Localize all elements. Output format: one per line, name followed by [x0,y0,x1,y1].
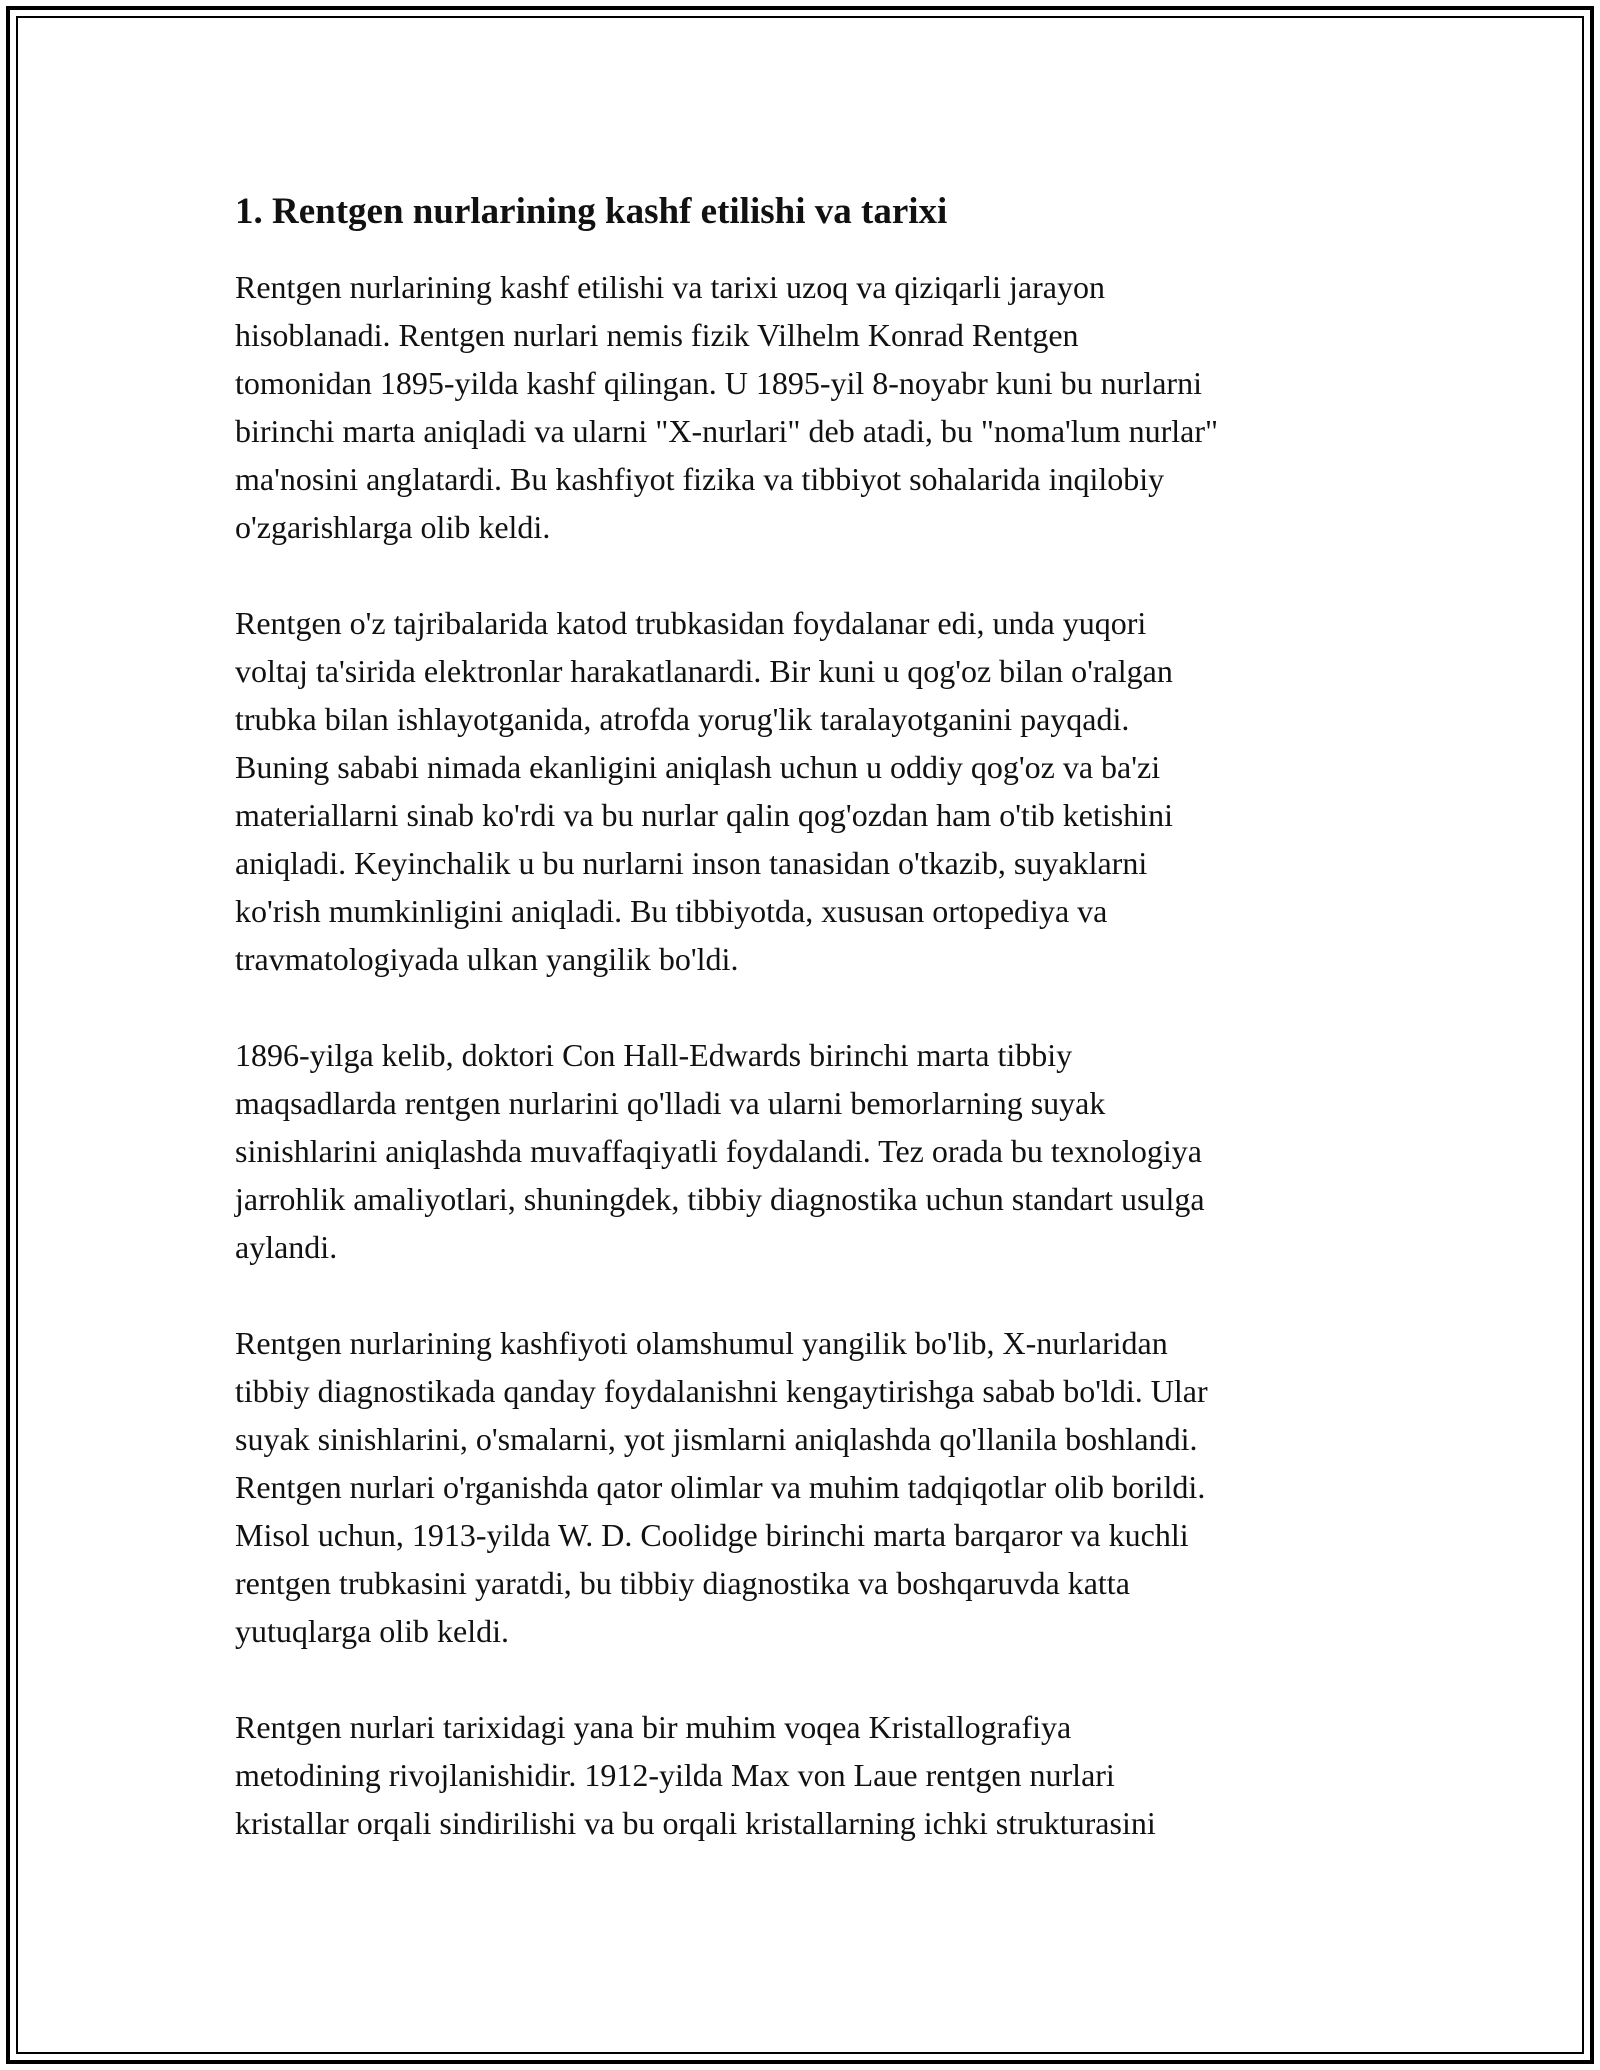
paragraph-medical-use: 1896-yilga kelib, doktori Con Hall-Edwards birinchi marta tibbiy maqsadlarda rentgen nurlarini qo'lladi va ularni bemorlarning suyak sinishlarini aniqlashda muvaffaqiyatli foydalandi. Tez orada bu texnologiya jarrohlik amaliyotlari, shuningdek, tibbiy diagnostika uchun standart usulga aylandi. [235,1037,1205,1265]
paragraph-experiments: Rentgen o'z tajribalarida katod trubkasidan foydalanar edi, unda yuqori voltaj ta'sirida elektronlar harakatlanardi. Bir kuni u qog'oz bilan o'ralgan trubka bilan ishlayotganida, atrofda yorug'lik taralayotganini payqadi. Buning sababi nimada ekanligini aniqlash uchun u oddiy qog'oz va ba'zi materiallarni sinab ko'rdi va bu nurlar qalin qog'ozdan ham o'tib ketishini aniqladi. Keyinchalik u bu nurlarni inson tanasidan o'tkazib, suyaklarni ko'rish mumkinligini aniqladi. Bu tibbiyotda, xususan ortopediya va travmatologiyada ulkan yangilik bo'ldi. [235,605,1173,977]
paragraph-crystallography: Rentgen nurlari tarixidagi yana bir muhim voqea Kristallografiya metodining rivojlanishidir. 1912-yilda Max von Laue rentgen nurlari kristallar orqali sindirilishi va bu orqali kristallarning ichki strukturasini [235,1709,1156,1841]
document-body [235,188,1375,1895]
section-heading: 1. Rentgen nurlarining kashf etilishi va tarixi [235,191,948,232]
paragraph-discovery: Rentgen nurlarining kashf etilishi va tarixi uzoq va qiziqarli jarayon hisoblanadi. Rentgen nurlari nemis fizik Vilhelm Konrad Rentgen tomonidan 1895-yilda kashf qilingan. U 1895-yil 8-noyabr kuni bu nurlarni birinchi marta aniqladi va ularni "X-nurlari" deb atadi, bu "noma'lum nurlar" ma'nosini anglatardi. Bu kashfiyot fizika va tibbiyot sohalarida inqilobiy o'zgarishlarga olib keldi. [235,269,1219,545]
paragraph-diagnostics: Rentgen nurlarining kashfiyoti olamshumul yangilik bo'lib, X-nurlaridan tibbiy diagnostikada qanday foydalanishni kengaytirishga sabab bo'ldi. Ular suyak sinishlarini, o'smalarni, yot jismlarni aniqlashda qo'llanila boshlandi. Rentgen nurlari o'rganishda qator olimlar va muhim tadqiqotlar olib borildi. Misol uchun, 1913-yilda W. D. Coolidge birinchi marta barqaror va kuchli rentgen trubkasini yaratdi, bu tibbiy diagnostika va boshqaruvda katta yutuqlarga olib keldi. [235,1325,1208,1649]
